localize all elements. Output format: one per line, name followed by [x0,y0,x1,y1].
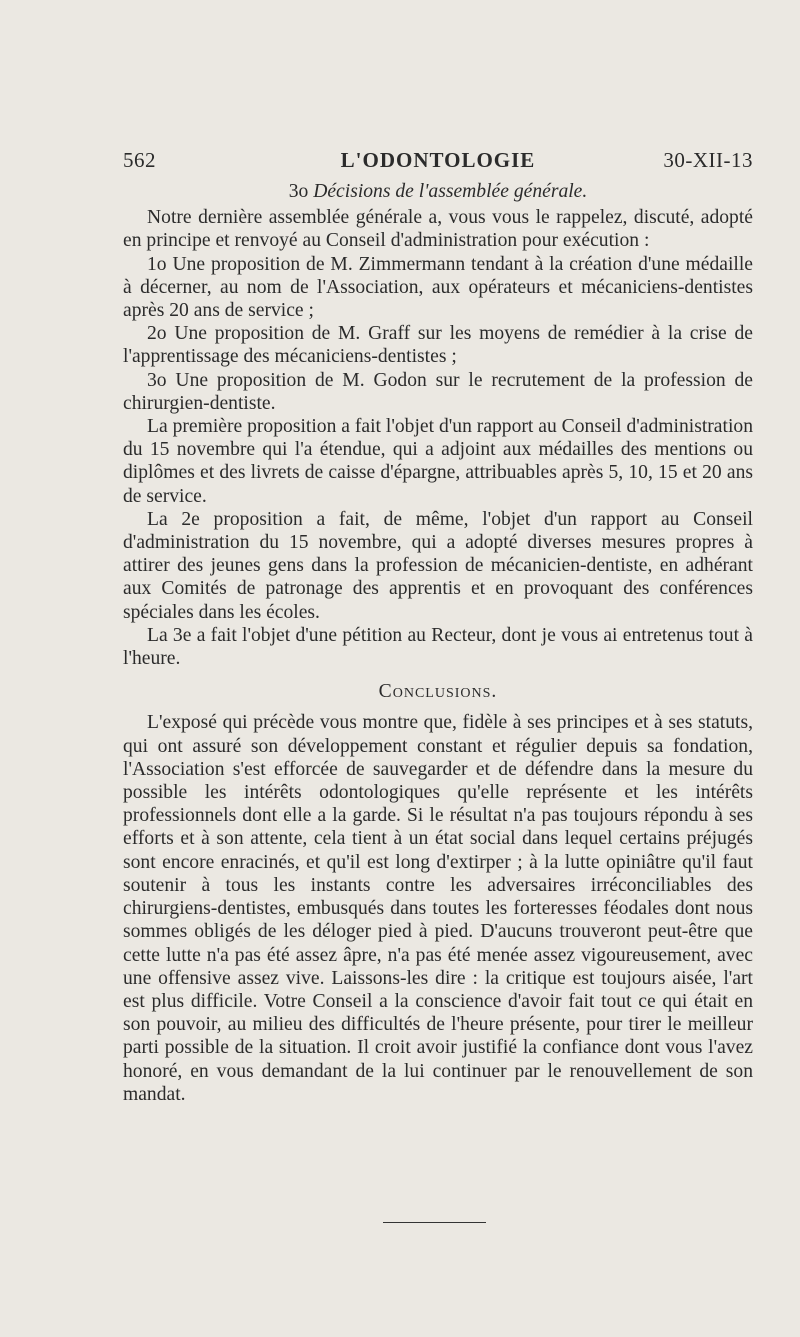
list-item: 1o Une proposition de M. Zimmermann tendant à la création d'une médaille à décerner, au nom de l'Association, aux opérateurs et mécaniciens-dentistes après 20 ans de service ; [123,253,753,322]
paragraph: La 3e a fait l'objet d'une pétition au Recteur, dont je vous ai entretenus tout à l'heure. [123,624,753,670]
section-title-text: Décisions de l'assemblée générale. [313,181,588,202]
end-rule-divider [383,1222,486,1223]
section-number: 3o [288,181,309,202]
issue-date: 30-XII-13 [663,148,753,172]
list-item: 2o Une proposition de M. Graff sur les moyens de remédier à la crise de l'apprentissage des mécaniciens-dentistes ; [123,323,753,368]
page-header [123,148,753,174]
section-title [123,180,753,203]
running-title: L'ODONTOLOGIE [340,148,536,172]
list-item: 3o Une proposition de M. Godon sur le recrutement de la profession de chirurgien-dentiste. [123,369,753,414]
page-number: 562 [123,148,156,172]
conclusions-heading: Conclusions. [378,681,498,703]
page-body [123,180,753,1106]
paragraph: La 2e proposition a fait, de même, l'objet d'un rapport au Conseil d'administration du 15 novembre, qui a adopté diverses mesures propres à attirer des jeunes gens dans la profession de mécanicien-dentiste, en adhérant aux Comités de patronage des apprentis et en provoquant des conférences spéciales dans les écoles. [123,508,753,623]
paragraph: La première proposition a fait l'objet d'un rapport au Conseil d'administration du 15 novembre qui l'a étendue, qui a adjoint aux médailles des mentions ou diplômes et des livrets de caisse d'épargne, attribuables après 5, 10, 15 et 20 ans de service. [123,416,753,507]
paragraph: L'exposé qui précède vous montre que, fidèle à ses principes et à ses statuts, qui ont assuré son développement constant et régulier depuis sa fondation, l'Association s'est efforcée de sauvegarder et de défendre dans la mesure du possible les intérêts odontologiques qu'elle représente et les intérêts professionnels dont elle a la garde. Si le résultat n'a pas toujours répondu à ses efforts et à son attente, cela tient à un état social dans lequel certains préjugés sont encore enracinés, et qu'il est long d'extirper ; à la lutte opiniâtre qu'il faut soutenir à tous les instants contre les adversaires irréconciliables des chirurgiens-dentistes, embusqués dans toutes les forteresses féodales dont nous sommes obligés de les déloger pied à pied. D'aucuns trouveront peut-être que cette lutte n'a pas été assez âpre, n'a pas été menée assez vigoureusement, avec une offensive assez vive. Laissons-les dire : la critique est toujours aisée, l'art est plus difficile. Votre Conseil a la conscience d'avoir fait tout ce qui était en son pouvoir, au milieu des difficultés de l'heure présente, pour tirer le meilleur parti possible de la situation. Il croit avoir justifié la confiance dont vous l'avez honoré, en vous demandant de la lui continuer par le renouvellement de son mandat. [123,712,753,1105]
paragraph: Notre dernière assemblée générale a, vous vous le rappelez, discuté, adopté en principe et renvoyé au Conseil d'administration pour exécution : [123,207,753,252]
